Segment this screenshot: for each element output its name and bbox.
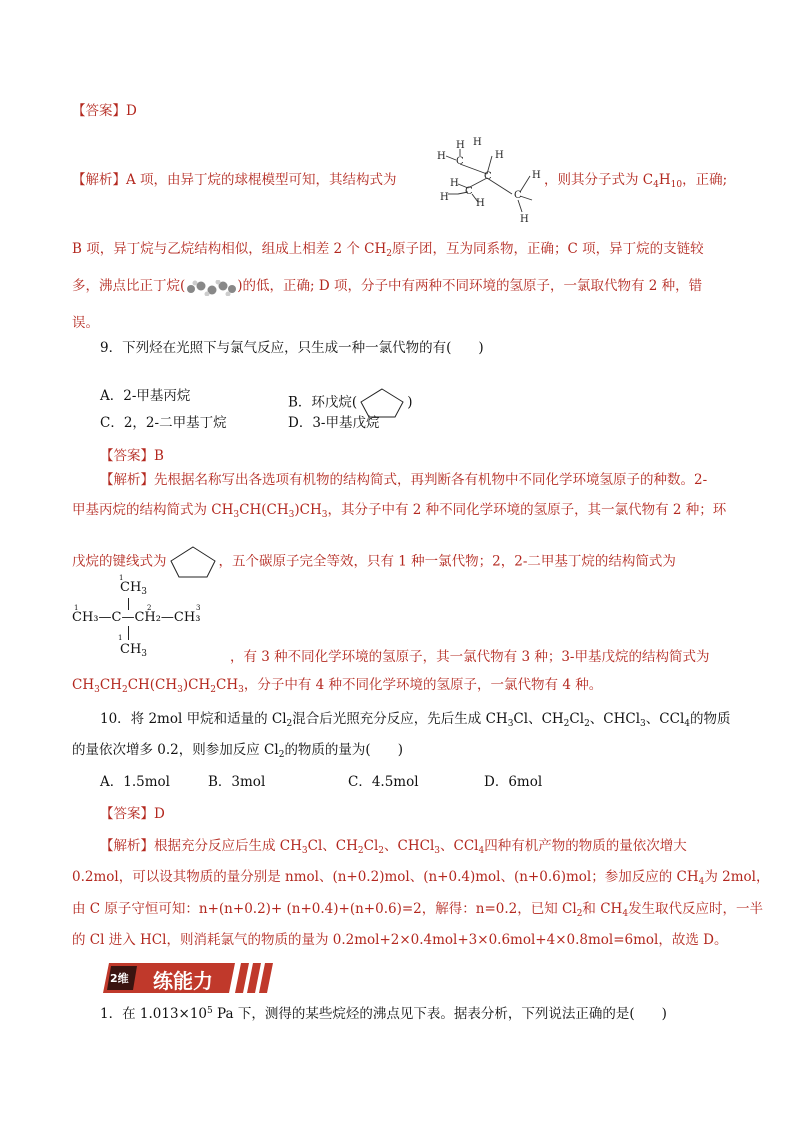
atom: H <box>473 137 482 148</box>
section-badge: 2维 <box>110 972 129 985</box>
q9-option-a: A．2-甲基丙烷 <box>100 388 191 404</box>
q9-analysis-line1: 【解析】先根据名称写出各选项有机物的结构简式，再判断各有机物中不同化学环境氢原子的种数。2- <box>100 472 708 488</box>
q10-stem-line1: 10．将 2mol 甲烷和适量的 $Cl_2$混合后光照充分反应，先后生成 $CH_3Cl$、$CH_2Cl_2$、CHCl$_3$、CCl$_4$的物质 <box>100 711 731 729</box>
q10-analysis-line1: 【解析】根据充分反应后生成 $CH_3Cl$、$CH_2Cl_2$、CHCl$_3$、CCl$_4$四种有机产物的物质的量依次增大 <box>100 838 687 856</box>
text: A 项，由异丁烷的球棍模型可知，其结构式为 <box>126 172 397 188</box>
atom: C <box>484 171 492 182</box>
atom: H <box>520 214 529 225</box>
q10-analysis-line3: 由 C 原子守恒可知：n+(n+0.2)+ (n+0.4)+(n+0.6)=2，解得：n=0.2，已知 $Cl_2$和 $CH_4$发生取代反应时，一半 <box>72 901 764 919</box>
q10-analysis-line2: 0.2mol，可以设其物质的量分别是 nmol、(n+0.2)mol、(n+0.4)mol、(n+0.6)mol；参加反应的 $CH_4$为 2mol， <box>72 869 770 887</box>
q9-analysis-line2: 甲基丙烷的结构简式为 $CH_3CH(CH_3)CH_3$，其分子中有 2 种不同化学环境的氢原子，其一氯代物有 2 种；环 <box>72 502 727 520</box>
analysis-tag: 【解析】 <box>72 172 126 188</box>
q9-analysis-line4: ，有 3 种不同化学环境的氢原子，其一氯代物有 3 种；3-甲基戊烷的结构简式为 <box>230 649 710 665</box>
atom: H <box>456 140 465 151</box>
q8-analysis-line3: 多，沸点比正丁烷( )的低，正确; D 项，分子中有两种不同环境的氢原子，一氯取代物有 2 种，错 <box>72 278 703 294</box>
atom: C <box>514 190 522 201</box>
atom: H <box>476 198 485 209</box>
q10-option-a: A．1.5mol <box>100 774 170 790</box>
q9-answer: 【答案】B <box>100 448 164 464</box>
butane-ball-model <box>185 280 237 294</box>
main-chain: CH₃—C—CH₂—CH₃ <box>72 610 201 625</box>
atom: C <box>456 156 464 167</box>
q8-analysis-line2: B 项，异丁烷与乙烷结构相似，组成上相差 2 个 $CH_2$原子团，互为同系物，正确；C 项，异丁烷的支链较 <box>72 241 704 259</box>
answer-value: D <box>126 103 137 119</box>
q10-analysis-line4: 的 Cl 进入 HCl，则消耗氯气的物质的量为 0.2mol+2×0.4mol+3×0.6mol+4×0.8mol=6mol，故选 D。 <box>72 932 728 948</box>
q10-answer: 【答案】D <box>100 806 165 822</box>
answer-tag: 【答案】 <box>72 103 126 119</box>
q9-stem: 9．下列烃在光照下与氯气反应，只生成一种一氯代物的有( ) <box>100 340 484 356</box>
isobutane-structure <box>432 134 544 226</box>
atom: H <box>437 151 446 162</box>
section-header <box>103 963 273 993</box>
ch3-top: $CH_3$ <box>120 580 148 597</box>
q10-option-b: B．3mol <box>208 774 266 790</box>
atom: H <box>495 150 504 161</box>
q8-analysis-line1-end: ，则其分子式为 $C_4H_{10}$，正确; <box>544 172 728 190</box>
atom: H <box>450 178 459 189</box>
ch3-bottom: $CH_3$ <box>120 642 148 659</box>
q10-stem-line2: 的量依次增多 0.2，则参加反应 $Cl_2$的物质的量为( ) <box>72 742 403 760</box>
atom: C <box>465 186 473 197</box>
q8-answer <box>72 101 137 121</box>
q9-option-b: B．环戊烷( ) <box>288 386 412 420</box>
q10-option-c: C．4.5mol <box>348 774 419 790</box>
q9-option-c: C．2，2-二甲基丁烷 <box>100 415 227 431</box>
q10-option-d: D．6mol <box>484 774 543 790</box>
q8-analysis-line4: 误。 <box>72 315 99 331</box>
q8-analysis-line1 <box>72 170 397 190</box>
atom: H <box>440 192 449 203</box>
q9-option-d: D．3-甲基戊烷 <box>288 415 380 431</box>
q1-stem: 1．在 $1.013\times 10^5$ Pa 下，测得的某些烷烃的沸点见下表。据表分析，下列说法正确的是( ) <box>100 1006 667 1022</box>
dimethylbutane-structure: 1 $CH_3$ 1 2 3 CH₃—C—CH₂—CH₃ 1 $CH_3$ <box>72 574 201 659</box>
atom: H <box>532 170 541 181</box>
section-title: 练能力 <box>153 969 213 993</box>
q9-analysis-line5: $CH_3CH_2CH(CH_3)CH_2CH_3$，分子中有 4 种不同化学环境的氢原子，一氯代物有 4 种。 <box>72 677 603 695</box>
q9-analysis-line3: 戊烷的键线式为 ，五个碳原子完全等效，只有 1 种一氯代物；2，2-二甲基丁烷的结构简式为 <box>72 544 676 580</box>
